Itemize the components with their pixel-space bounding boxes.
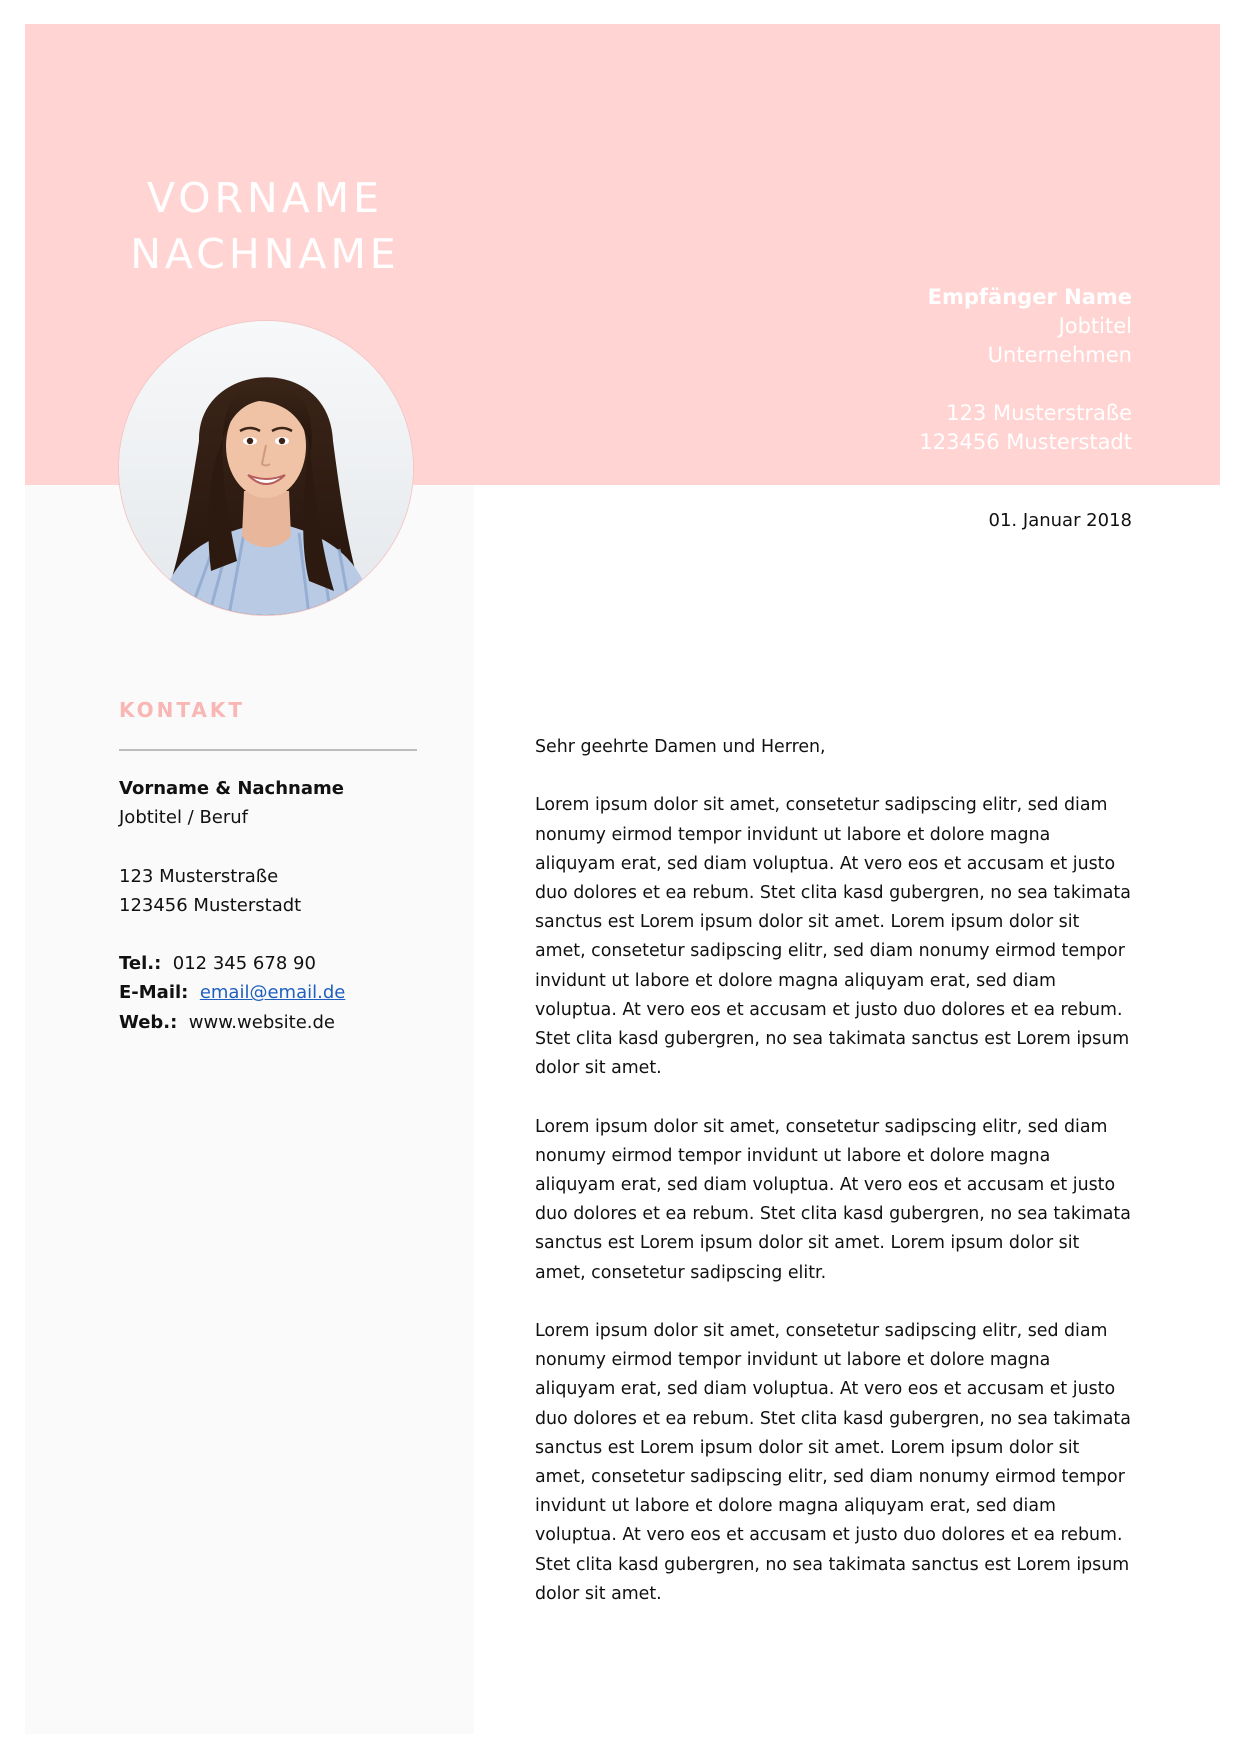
portrait-photo-icon xyxy=(119,321,413,615)
contact-city: 123456 Musterstadt xyxy=(119,894,302,916)
web-value: www.website.de xyxy=(188,1011,335,1033)
email-label: E-Mail: xyxy=(119,982,189,1004)
contact-web-row xyxy=(119,1008,345,1037)
web-label: Web.: xyxy=(119,1011,178,1033)
recipient-company: Unternehmen xyxy=(987,343,1132,367)
contact-name: Vorname & Nachname xyxy=(119,778,344,799)
email-link[interactable]: email@email.de xyxy=(199,982,346,1004)
recipient-block xyxy=(919,283,1132,457)
contact-divider xyxy=(119,749,417,751)
contact-heading: KONTAKT xyxy=(119,698,246,722)
letter-body xyxy=(535,733,1135,1638)
contact-details xyxy=(119,774,345,1037)
applicant-name xyxy=(120,170,410,282)
letter-paragraph-2: Lorem ipsum dolor sit amet, consetetur sadipscing elitr, sed diam nonumy eirmod tempor invidunt ut labore et dolore magna aliquyam erat, sed diam voluptua. At vero eos et accusam et justo duo dolores et ea rebum. Stet clita kasd gubergren, no sea takimata sanctus est Lorem ipsum dolor sit amet. Lorem ipsum dolor sit amet, consetetur sadipscing elitr. xyxy=(535,1116,1131,1283)
phone-label: Tel.: xyxy=(119,953,162,975)
salutation: Sehr geehrte Damen und Herren, xyxy=(535,737,826,757)
contact-email-row xyxy=(119,978,345,1007)
sidebar-panel xyxy=(25,485,474,1734)
last-name: NACHNAME xyxy=(130,230,400,278)
letter-paragraph-1: Lorem ipsum dolor sit amet, consetetur sadipscing elitr, sed diam nonumy eirmod tempor invidunt ut labore et dolore magna aliquyam erat, sed diam voluptua. At vero eos et accusam et justo duo dolores et ea rebum. Stet clita kasd gubergren, no sea takimata sanctus est Lorem ipsum dolor sit amet. Lorem ipsum dolor sit amet, consetetur sadipscing elitr, sed diam nonumy eirmod tempor invidunt ut labore et dolore magna aliquyam erat, sed diam voluptua. At vero eos et accusam et justo duo dolores et ea rebum. Stet clita kasd gubergren, no sea takimata sanctus est Lorem ipsum dolor sit amet. xyxy=(535,795,1131,1079)
recipient-street: 123 Musterstraße xyxy=(946,401,1132,425)
recipient-job-title: Jobtitel xyxy=(1058,314,1132,338)
contact-street: 123 Musterstraße xyxy=(119,865,279,887)
phone-value: 012 345 678 90 xyxy=(172,953,316,975)
recipient-name: Empfänger Name xyxy=(927,285,1132,309)
first-name: VORNAME xyxy=(146,174,384,222)
recipient-city: 123456 Musterstadt xyxy=(919,430,1132,454)
letter-date: 01. Januar 2018 xyxy=(988,510,1132,531)
letter-paragraph-3: Lorem ipsum dolor sit amet, consetetur sadipscing elitr, sed diam nonumy eirmod tempor invidunt ut labore et dolore magna aliquyam erat, sed diam voluptua. At vero eos et accusam et justo duo dolores et ea rebum. Stet clita kasd gubergren, no sea takimata sanctus est Lorem ipsum dolor sit amet. Lorem ipsum dolor sit amet, consetetur sadipscing elitr, sed diam nonumy eirmod tempor invidunt ut labore et dolore magna aliquyam erat, sed diam voluptua. At vero eos et accusam et justo duo dolores et ea rebum. Stet clita kasd gubergren, no sea takimata sanctus est Lorem ipsum dolor sit amet. xyxy=(535,1321,1131,1604)
contact-phone-row xyxy=(119,949,345,978)
contact-job: Jobtitel / Beruf xyxy=(119,807,249,829)
profile-photo xyxy=(119,321,413,615)
